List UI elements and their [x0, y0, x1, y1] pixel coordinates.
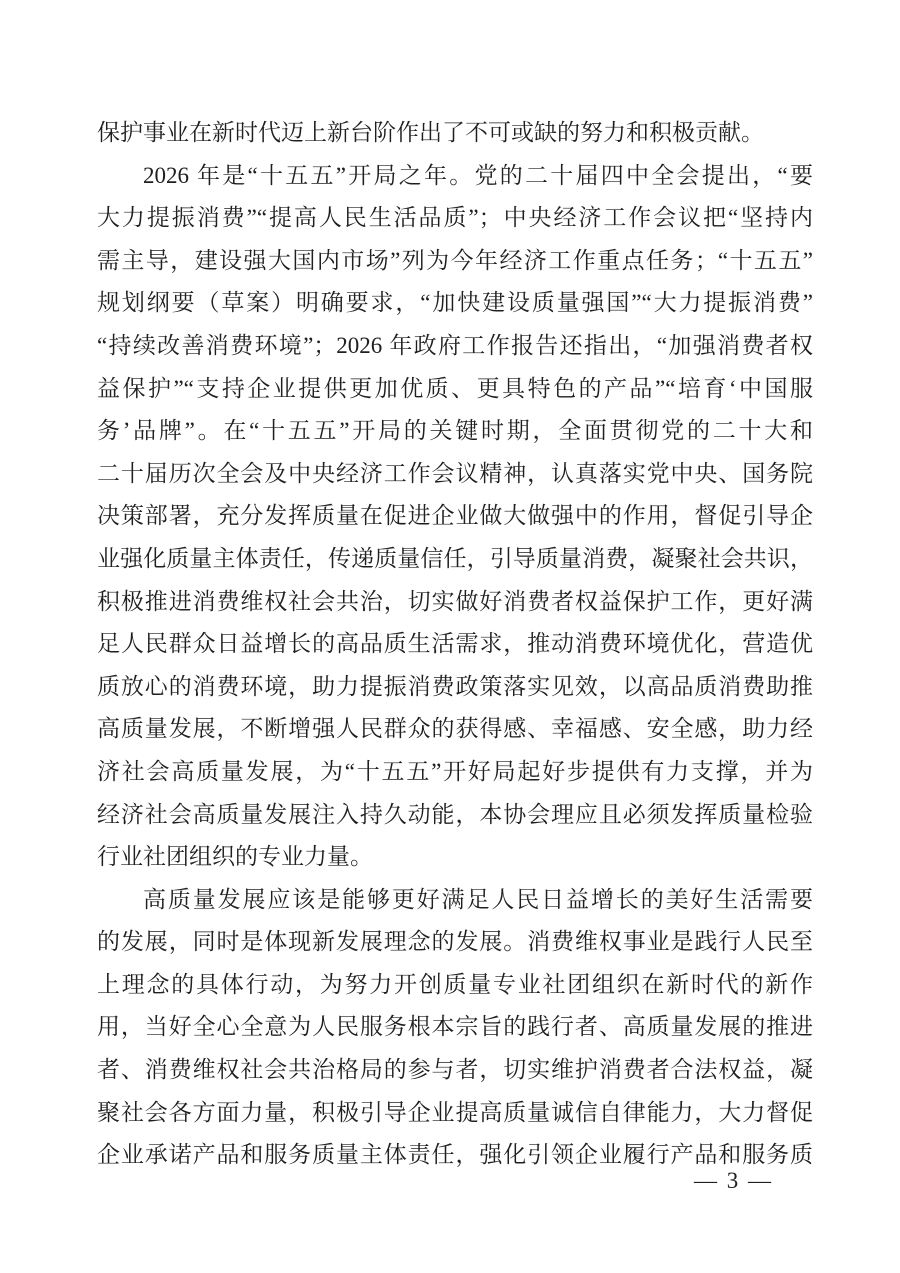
page-number: — 3 — — [694, 1168, 773, 1193]
paragraph — [97, 112, 813, 155]
text-line: 济社会高质量发展，为“十五五”开好局起好步提供有力支撑，并为 — [97, 758, 813, 784]
text-line: 决策部署，充分发挥质量在促进企业做大做强中的作用，督促引导企 — [97, 503, 813, 529]
text-line: 大力提振消费”“提高人民生活品质”；中央经济工作会议把“坚持内 — [97, 205, 813, 231]
text-line: “持续改善消费环境”；2026 年政府工作报告还指出，“加强消费者权 — [97, 332, 813, 358]
text-line: 需主导，建设强大国内市场”列为今年经济工作重点任务；“十五五” — [97, 247, 813, 273]
text-line: 业强化质量主体责任，传递质量信任，引导质量消费，凝聚社会共识， — [97, 545, 813, 571]
text-line: 2026 年是“十五五”开局之年。党的二十届四中全会提出，“要 — [143, 162, 813, 188]
text-line: 行业社团组织的专业力量。 — [97, 844, 373, 870]
text-line: 的发展，同时是体现新发展理念的发展。消费维权事业是践行人民至 — [97, 929, 813, 955]
paragraph — [97, 155, 813, 879]
text-line: 积极推进消费维权社会共治，切实做好消费者权益保护工作，更好满 — [97, 588, 813, 614]
text-line: 益保护”“支持企业提供更加优质、更具特色的产品”“培育‘中国服 — [97, 375, 813, 401]
text-line: 高质量发展应该是能够更好满足人民日益增长的美好生活需要 — [143, 886, 813, 912]
body-text — [97, 112, 813, 1177]
text-line: 二十届历次全会及中央经济工作会议精神，认真落实党中央、国务院 — [97, 460, 813, 486]
text-line: 用，当好全心全意为人民服务根本宗旨的践行者、高质量发展的推进 — [97, 1014, 813, 1040]
text-line: 规划纲要（草案）明确要求，“加快建设质量强国”“大力提振消费” — [97, 290, 813, 316]
text-line: 企业承诺产品和服务质量主体责任，强化引领企业履行产品和服务质 — [97, 1142, 813, 1168]
text-line: 经济社会高质量发展注入持久动能，本协会理应且必须发挥质量检验 — [97, 801, 813, 827]
text-line: 质放心的消费环境，助力提振消费政策落实见效，以高品质消费助推 — [97, 673, 813, 699]
text-line: 者、消费维权社会共治格局的参与者，切实维护消费者合法权益，凝 — [97, 1057, 813, 1083]
text-line: 足人民群众日益增长的高品质生活需求，推动消费环境优化，营造优 — [97, 631, 813, 657]
text-line: 聚社会各方面力量，积极引导企业提高质量诚信自律能力，大力督促 — [97, 1099, 813, 1125]
text-line: 高质量发展，不断增强人民群众的获得感、幸福感、安全感，助力经 — [97, 716, 813, 742]
text-line: 上理念的具体行动，为努力开创质量专业社团组织在新时代的新作 — [97, 971, 813, 997]
paragraph — [97, 879, 813, 1177]
text-line: 保护事业在新时代迈上新台阶作出了不可或缺的努力和积极贡献。 — [97, 120, 764, 145]
text-line: 务’品牌”。在“十五五”开局的关键时期，全面贯彻党的二十大和 — [97, 418, 813, 444]
